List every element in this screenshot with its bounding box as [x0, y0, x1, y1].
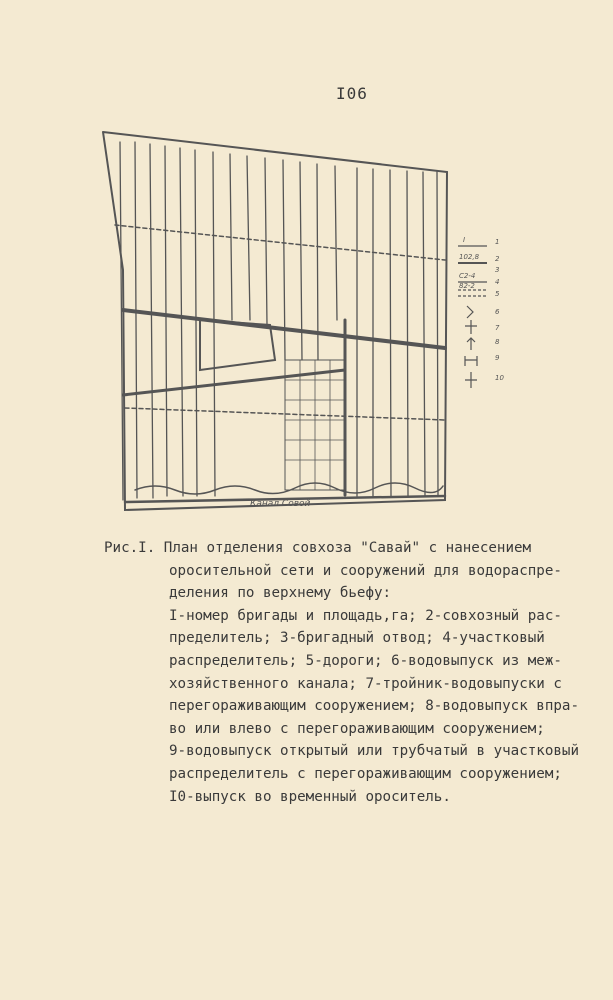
caption-label: Рис.I. — [104, 540, 156, 556]
caption-line-8: перегораживающим сооружением; 8-водовыпуск впра- — [169, 698, 579, 715]
legend-num-2: 2 — [495, 255, 500, 263]
caption-line-5: пределитель; 3-бригадный отвод; 4-участковый — [169, 630, 545, 647]
caption-line-10: 9-водовыпуск открытый или трубчатый в участковый — [169, 743, 579, 760]
caption-line-1: План отделения совхоза "Савай" с нанесением — [163, 540, 532, 556]
legend-num-5: 5 — [495, 290, 500, 298]
page-number: I06 — [336, 84, 368, 103]
legend-sample-4: 82-2 — [459, 282, 475, 290]
canal-wave — [135, 483, 443, 494]
caption-line-3: деления по верхнему бьефу: — [169, 585, 392, 602]
legend-num-9: 9 — [495, 354, 500, 362]
irrigation-plan-drawing — [95, 120, 515, 530]
irrigation-plan-figure — [95, 120, 515, 530]
legend-num-7: 7 — [495, 324, 500, 332]
caption-line-11: распределитель с перегораживающим сооружением; — [169, 765, 562, 782]
figure-caption — [104, 537, 604, 808]
legend-sample-3: С2-4 — [459, 272, 476, 280]
plan-outline — [103, 132, 447, 510]
caption-line-9: во или влево с перегораживающим сооружением; — [169, 720, 545, 737]
caption-line-2: оросительной сети и сооружений для водораспре- — [169, 562, 562, 579]
legend-num-10: 10 — [495, 374, 504, 382]
legend — [458, 246, 487, 388]
legend-num-4: 4 — [495, 278, 500, 286]
legend-num-6: 6 — [495, 308, 500, 316]
caption-line-12: I0-выпуск во временный ороситель. — [169, 788, 451, 805]
caption-line-4: I-номер бригады и площадь,га; 2-совхозный рас- — [169, 607, 562, 624]
legend-sample-1: I — [463, 236, 466, 244]
legend-sample-2: 102,8 — [459, 253, 480, 261]
main-distributor-middle — [123, 370, 345, 395]
caption-line-6: распределитель; 5-дороги; 6-водовыпуск из меж- — [169, 652, 562, 669]
legend-num-1: 1 — [495, 238, 500, 246]
legend-num-3: 3 — [495, 266, 500, 274]
upper-road — [115, 225, 445, 260]
canal-label: Канал Совой — [250, 499, 311, 509]
legend-num-8: 8 — [495, 338, 500, 346]
caption-line-7: хозяйственного канала; 7-тройник-водовыпуски с — [169, 675, 562, 692]
